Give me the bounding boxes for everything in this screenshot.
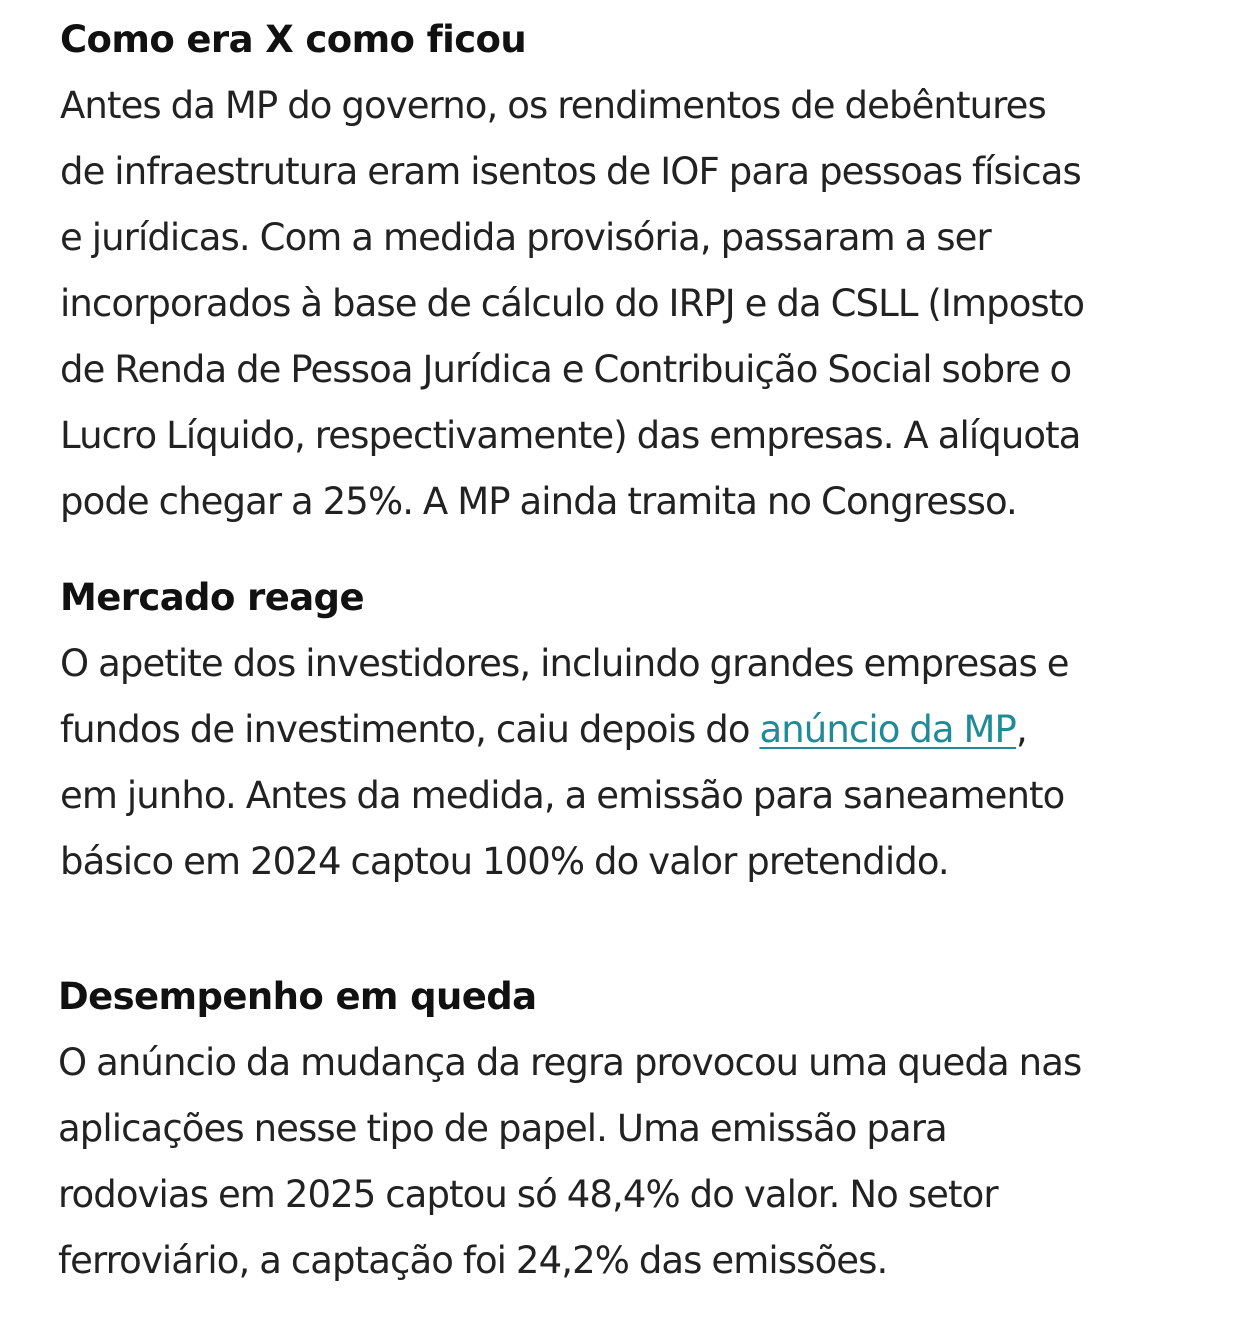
paragraph-line: ferroviário, a captação foi 24,2% das emissões. — [58, 1239, 888, 1282]
line-punctuation: , — [1015, 708, 1027, 751]
paragraph-line: aplicações nesse tipo de papel. Uma emissão para — [58, 1107, 947, 1150]
paragraph-line-with-link — [60, 697, 1069, 763]
paragraph-line: Antes da MP do governo, os rendimentos de debêntures — [60, 84, 1046, 127]
section-heading: Mercado reage — [60, 576, 364, 619]
section-como-era — [60, 14, 1084, 535]
paragraph-line: em junho. Antes da medida, a emissão para saneamento — [60, 774, 1065, 817]
section-paragraph — [60, 631, 1069, 895]
paragraph-line: de Renda de Pessoa Jurídica e Contribuição Social sobre o — [60, 348, 1072, 391]
section-heading: Desempenho em queda — [58, 975, 537, 1018]
paragraph-line: Lucro Líquido, respectivamente) das empresas. A alíquota — [60, 414, 1081, 457]
paragraph-line: incorporados à base de cálculo do IRPJ e da CSLL (Imposto — [60, 282, 1085, 325]
paragraph-line: O anúncio da mudança da regra provocou uma queda nas — [58, 1041, 1082, 1084]
paragraph-line: O apetite dos investidores, incluindo grandes empresas e — [60, 642, 1069, 685]
section-paragraph — [58, 1030, 1081, 1294]
line-text: fundos de investimento, caiu depois do — [60, 708, 760, 751]
paragraph-line: básico em 2024 captou 100% do valor pretendido. — [60, 840, 949, 883]
anuncio-mp-link[interactable]: anúncio da MP — [759, 708, 1016, 751]
section-paragraph — [60, 73, 1084, 535]
paragraph-line: pode chegar a 25%. A MP ainda tramita no Congresso. — [60, 480, 1017, 523]
section-heading: Como era X como ficou — [60, 18, 527, 61]
section-mercado-reage — [60, 572, 1069, 895]
paragraph-line: e jurídicas. Com a medida provisória, passaram a ser — [60, 216, 991, 259]
section-desempenho-em-queda — [58, 971, 1081, 1294]
paragraph-line: de infraestrutura eram isentos de IOF para pessoas físicas — [60, 150, 1081, 193]
paragraph-line: rodovias em 2025 captou só 48,4% do valor. No setor — [58, 1173, 998, 1216]
